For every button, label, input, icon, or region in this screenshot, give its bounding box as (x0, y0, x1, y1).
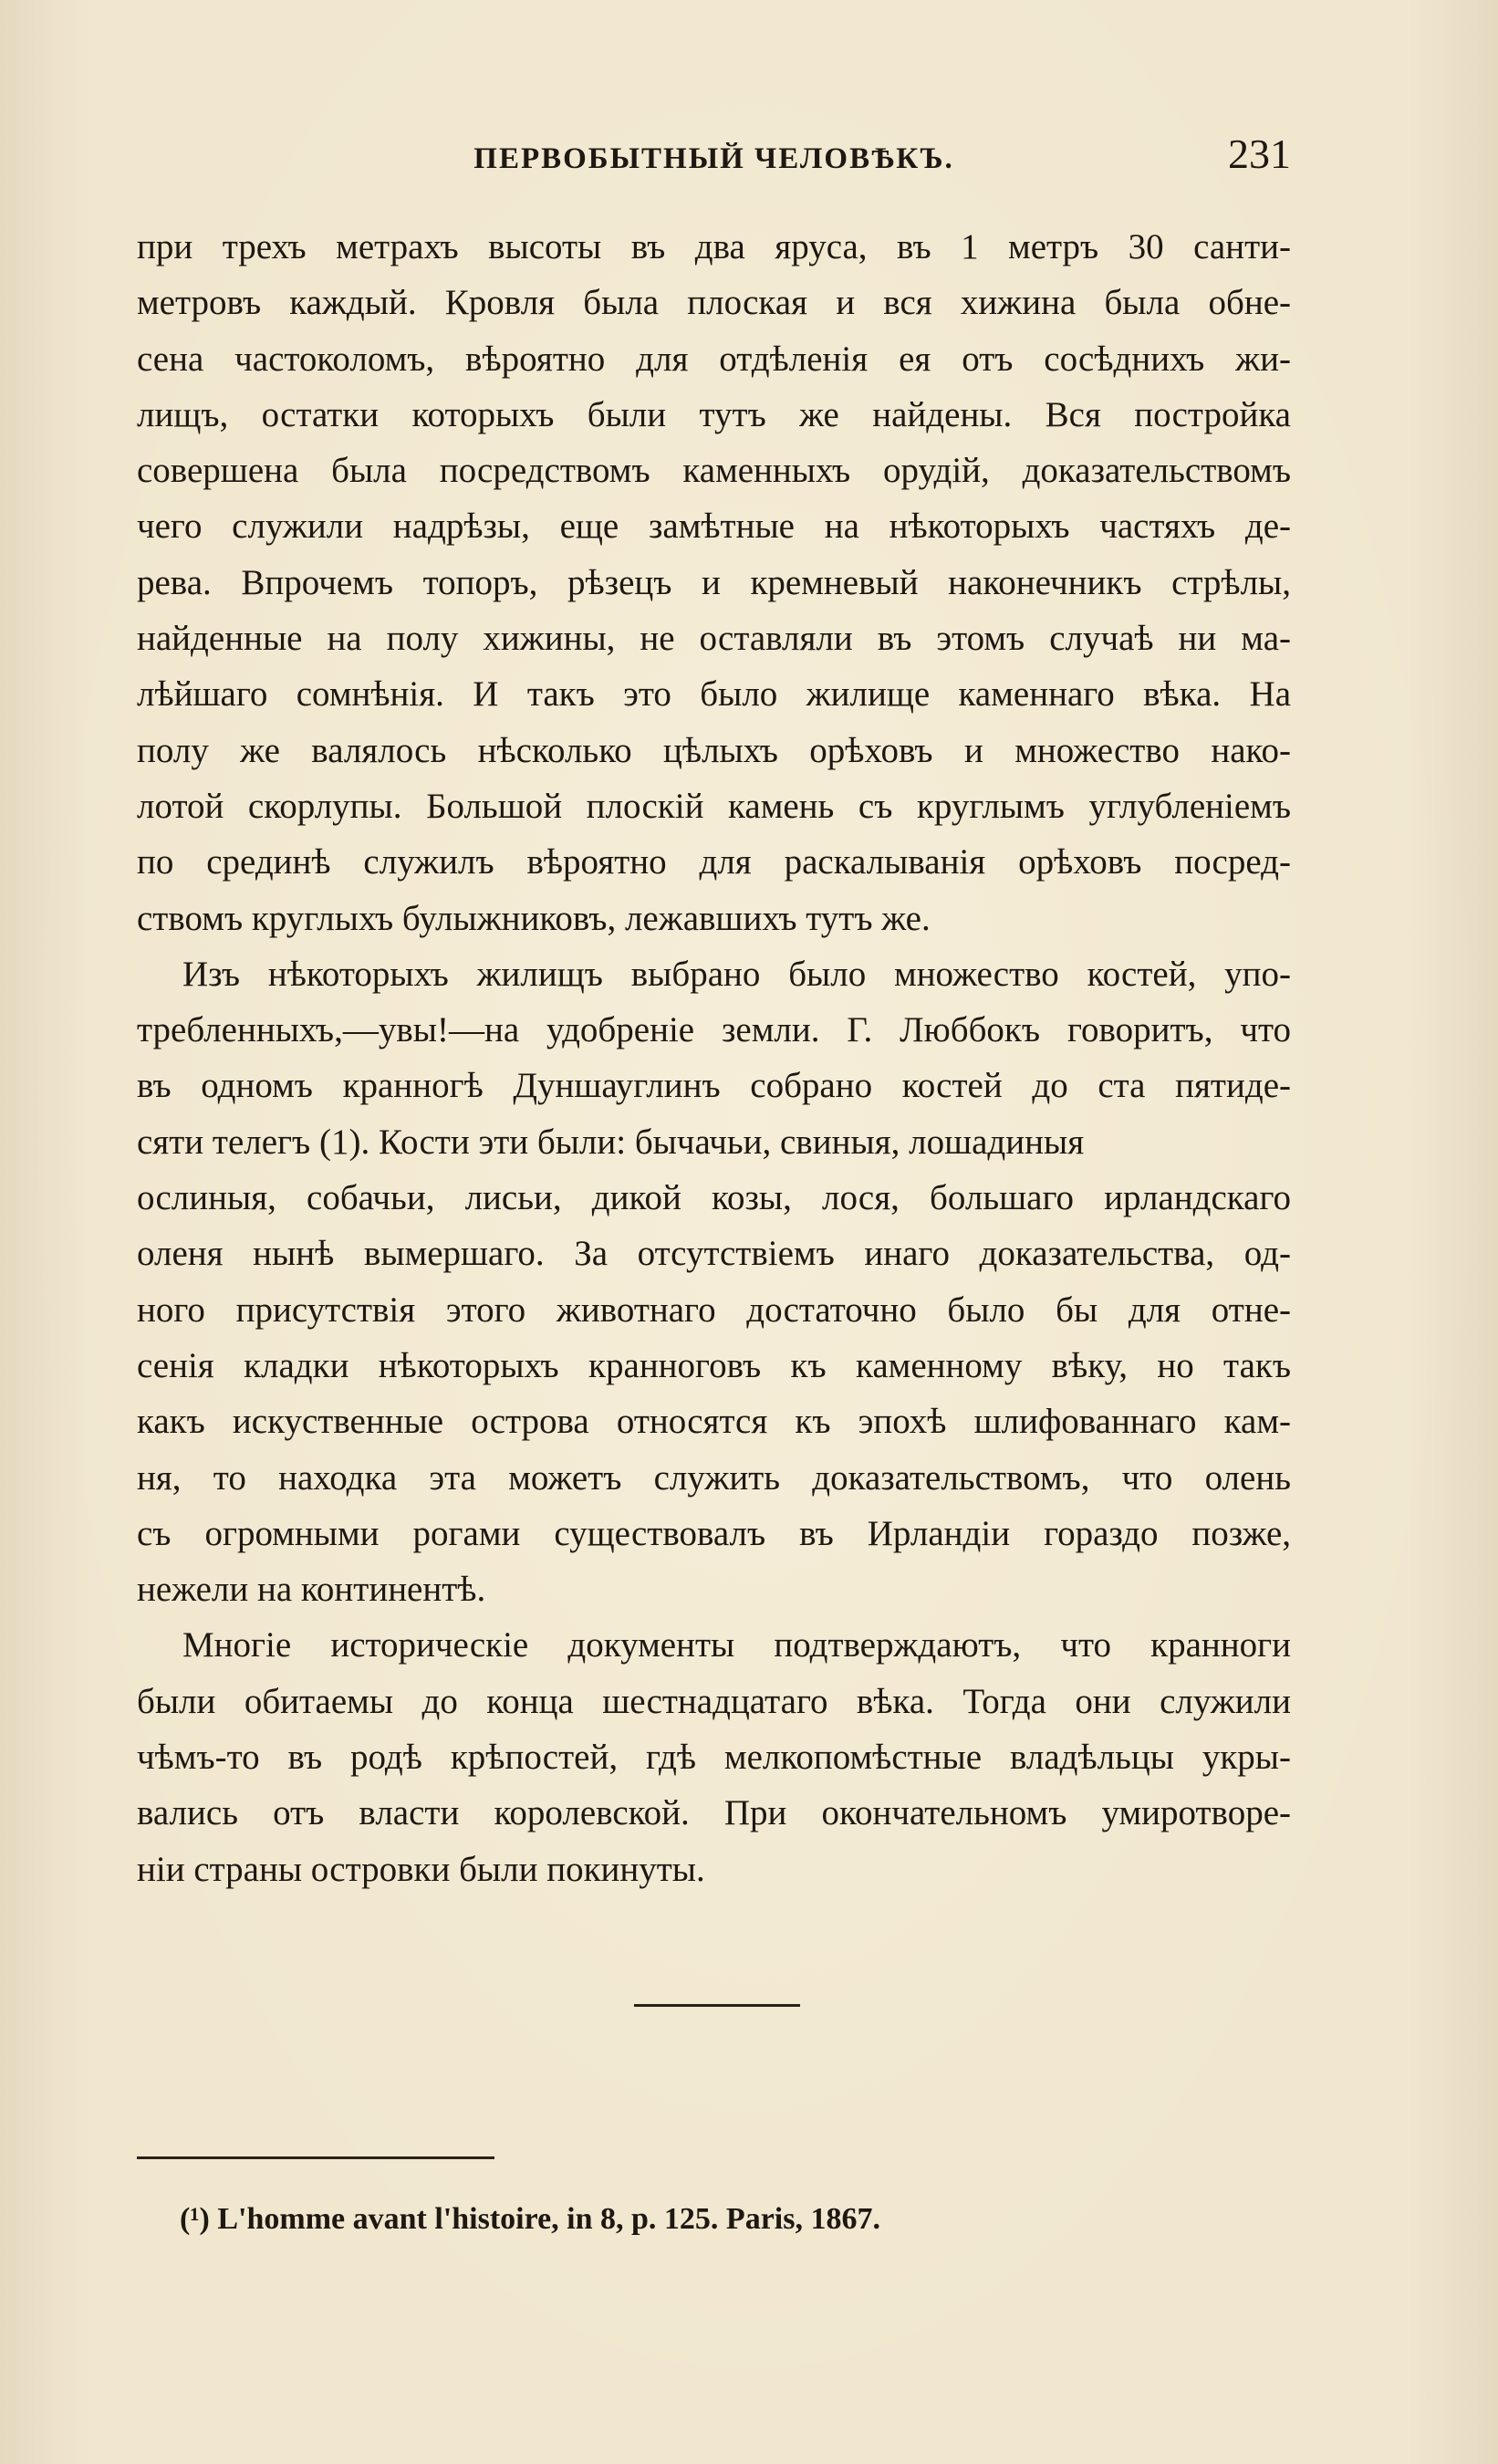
text-line: рева. Впрочемъ топоръ, рѣзецъ и кремневый наконечникъ стрѣлы, (137, 562, 1291, 602)
page-number: 231 (1228, 131, 1291, 177)
text-line: были обитаемы до конца шестнадцатаго вѣка. Тогда они служили (137, 1681, 1291, 1721)
text-line: вались отъ власти королевской. При окончательномъ умиротворе- (137, 1793, 1291, 1833)
footnote-divider (137, 2156, 494, 2159)
text-fragment: . Кости эти были: бычачьи, свиныя, лошадиныя (360, 1122, 1085, 1162)
text-line: лотой скорлупы. Большой плоскій камень съ круглымъ углубленіемъ (137, 786, 1291, 826)
footnote-marker: (¹) (180, 2202, 210, 2236)
text-line: ного присутствія этого животнаго достаточно было бы для отне- (137, 1289, 1291, 1330)
text-line: нежели на континентѣ. (137, 1570, 486, 1610)
text-line: ослиныя, собачьи, лисьи, дикой козы, лося, большаго ирландскаго (137, 1178, 1291, 1218)
text-line: совершена была посредствомъ каменныхъ орудій, доказательствомъ (137, 451, 1291, 491)
text-line-with-note (137, 1114, 1291, 1170)
body-text (137, 219, 1291, 1897)
footnote-text: L'homme avant l'histoire, in 8, p. 125. Paris, 1867. (217, 2202, 880, 2236)
text-line: метровъ каждый. Кровля была плоская и вся хижина была обне- (137, 283, 1291, 323)
text-line: ня, то находка эта можетъ служить доказательствомъ, что олень (137, 1457, 1291, 1498)
running-title: ПЕРВОБЫТНЫЙ ЧЕЛОВѢКЪ. (473, 142, 954, 175)
text-line: сена частоколомъ, вѣроятно для отдѣленія ея отъ сосѣднихъ жи- (137, 339, 1291, 379)
text-line: ствомъ круглыхъ булыжниковъ, лежавшихъ тутъ же. (137, 898, 931, 938)
text-line: полу же валялось нѣсколько цѣлыхъ орѣховъ и множество нако- (137, 730, 1291, 770)
text-line: Изъ нѣкоторыхъ жилищъ выбрано было множество костей, упо- (182, 954, 1291, 994)
text-line: при трехъ метрахъ высоты въ два яруса, въ 1 метръ 30 санти- (137, 227, 1291, 266)
text-line: ніи страны островки были покинуты. (137, 1849, 705, 1889)
text-line: чѣмъ-то въ родѣ крѣпостей, гдѣ мелкопомѣстные владѣльцы укры- (137, 1738, 1291, 1778)
text-fragment: сяти телегъ (137, 1122, 311, 1162)
text-line: лищъ, остатки которыхъ были тутъ же найдены. Вся постройка (137, 394, 1291, 434)
text-line: требленныхъ,—увы!—на удобреніе земли. Г. Люббокъ говоритъ, что (137, 1010, 1291, 1050)
footnote (180, 2202, 880, 2237)
section-divider (634, 2004, 800, 2007)
footnote-reference[interactable]: (1) (318, 1122, 361, 1162)
text-line: сенія кладки нѣкоторыхъ кранноговъ къ каменному вѣку, но такъ (137, 1345, 1291, 1385)
text-line: чего служили надрѣзы, еще замѣтные на нѣкоторыхъ частяхъ де- (137, 506, 1291, 547)
running-head (137, 130, 1291, 184)
text-line: съ огромными рогами существовалъ въ Ирландіи гораздо позже, (137, 1513, 1291, 1553)
text-line: по срединѣ служилъ вѣроятно для раскалыванія орѣховъ посред- (137, 842, 1291, 882)
text-line: въ одномъ кранногѣ Дуншауглинъ собрано костей до ста пятиде- (137, 1066, 1291, 1106)
text-line: лѣйшаго сомнѣнія. И такъ это было жилище каменнаго вѣка. На (137, 674, 1291, 715)
text-line: оленя нынѣ вымершаго. За отсутствіемъ инаго доказательства, од- (137, 1234, 1291, 1274)
text-line: Многіе историческіе документы подтверждаютъ, что кранноги (182, 1625, 1291, 1665)
text-line: найденные на полу хижины, не оставляли въ этомъ случаѣ ни ма- (137, 619, 1291, 659)
text-line: какъ искуственные острова относятся къ эпохѣ шлифованнаго кам- (137, 1402, 1291, 1442)
